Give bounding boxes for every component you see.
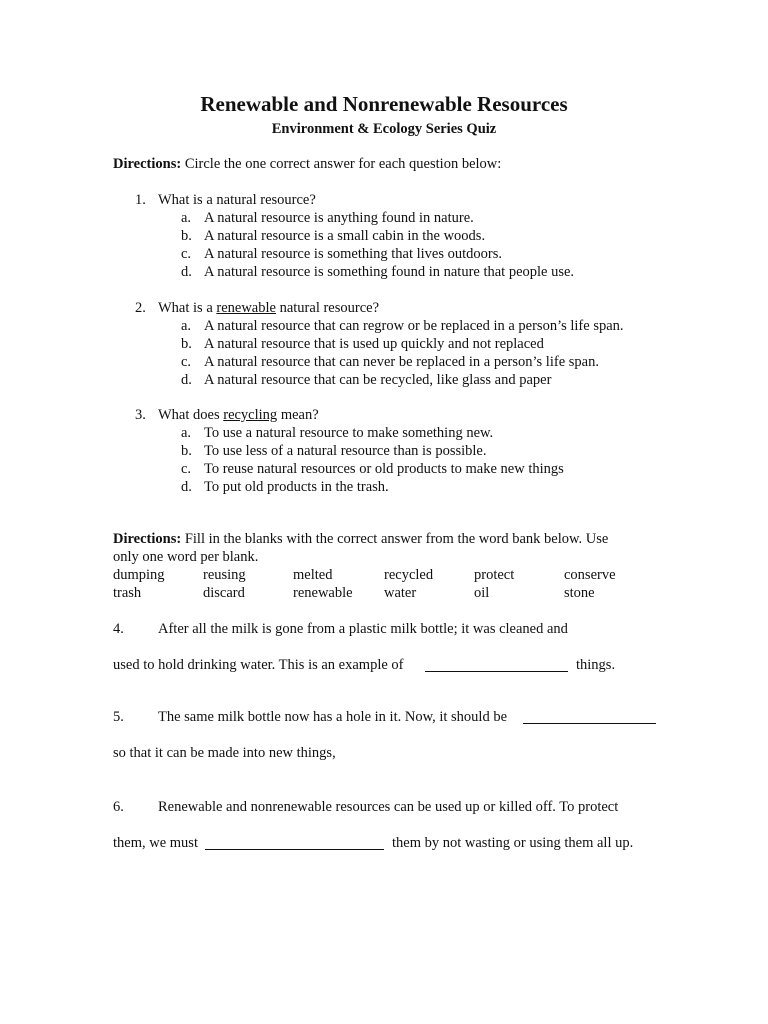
word-bank-word: reusing	[203, 567, 246, 583]
question-text: After all the milk is gone from a plastic milk bottle; it was cleaned and	[158, 621, 568, 637]
choice-text: A natural resource is something found in nature that people use.	[204, 264, 575, 280]
question-text-line2: so that it can be made into new things,	[113, 745, 336, 761]
choice-letter: b.	[181, 336, 192, 352]
choice-letter: d.	[181, 372, 192, 388]
choice-letter: c.	[181, 354, 192, 370]
word-bank-word: dumping	[113, 567, 165, 583]
underlined-term: recycling	[223, 407, 278, 423]
question-number: 1.	[135, 192, 146, 208]
question-text	[158, 407, 319, 424]
page-title: Renewable and Nonrenewable Resources	[200, 92, 568, 116]
choice-text: A natural resource is anything found in nature.	[204, 210, 474, 226]
answer-blank[interactable]	[523, 723, 656, 724]
question-text-line2: used to hold drinking water. This is an example of	[113, 657, 404, 673]
choice-letter: a.	[181, 210, 192, 226]
directions-2-label: Directions:	[113, 531, 182, 547]
choice-text: To put old products in the trash.	[204, 479, 389, 495]
question-number: 2.	[135, 300, 146, 316]
word-bank-word: conserve	[564, 567, 616, 583]
answer-blank[interactable]	[205, 849, 384, 850]
underlined-term: renewable	[216, 300, 276, 316]
choice-letter: a.	[181, 318, 192, 334]
choice-letter: d.	[181, 479, 192, 495]
word-bank-word: renewable	[293, 585, 353, 601]
word-bank-word: recycled	[384, 567, 434, 583]
choice-letter: b.	[181, 443, 192, 459]
question-text	[158, 300, 379, 317]
word-bank-word: stone	[564, 585, 595, 601]
question-text-post: natural resource?	[275, 300, 380, 316]
choice-text: To reuse natural resources or old products to make new things	[204, 461, 564, 477]
question-number: 5.	[113, 709, 124, 725]
choice-letter: c.	[181, 246, 192, 262]
choice-text: To use less of a natural resource than is possible.	[204, 443, 487, 459]
choice-text: A natural resource is a small cabin in the woods.	[204, 228, 486, 244]
choice-letter: d.	[181, 264, 192, 280]
choice-text: A natural resource is something that lives outdoors.	[204, 246, 503, 262]
word-bank-word: discard	[203, 585, 245, 601]
question-number: 4.	[113, 621, 124, 637]
choice-letter: b.	[181, 228, 192, 244]
answer-blank[interactable]	[425, 671, 568, 672]
choice-text: A natural resource that can be recycled, like glass and paper	[204, 372, 552, 388]
question-text: What is a natural resource?	[158, 192, 316, 208]
directions-1	[113, 156, 501, 173]
directions-1-label: Directions:	[113, 156, 182, 172]
word-bank-word: melted	[293, 567, 333, 583]
word-bank-word: water	[384, 585, 417, 601]
question-text-line2-post: things.	[576, 657, 616, 673]
directions-1-text: Circle the one correct answer for each question below:	[181, 156, 502, 172]
choice-letter: c.	[181, 461, 192, 477]
question-number: 3.	[135, 407, 146, 423]
directions-2	[113, 531, 608, 548]
word-bank-word: protect	[474, 567, 515, 583]
word-bank-word: oil	[474, 585, 490, 601]
question-text-pre: What does	[158, 407, 224, 423]
word-bank-word: trash	[113, 585, 142, 601]
question-text: Renewable and nonrenewable resources can be used up or killed off. To protect	[158, 799, 619, 815]
question-text-post: mean?	[277, 407, 319, 423]
question-text: The same milk bottle now has a hole in it. Now, it should be	[158, 709, 508, 725]
question-text-line2-post: them by not wasting or using them all up.	[392, 835, 634, 851]
choice-text: To use a natural resource to make something new.	[204, 425, 494, 441]
question-text-pre: What is a	[158, 300, 217, 316]
directions-2-text: Fill in the blanks with the correct answer from the word bank below. Use	[181, 531, 609, 547]
question-number: 6.	[113, 799, 124, 815]
choice-text: A natural resource that can never be replaced in a person’s life span.	[204, 354, 599, 370]
question-text-line2: them, we must	[113, 835, 198, 851]
choice-letter: a.	[181, 425, 192, 441]
choice-text: A natural resource that is used up quickly and not replaced	[204, 336, 544, 352]
page-subtitle: Environment & Ecology Series Quiz	[271, 121, 497, 137]
directions-2-line2: only one word per blank.	[113, 549, 259, 565]
choice-text: A natural resource that can regrow or be replaced in a person’s life span.	[204, 318, 624, 334]
